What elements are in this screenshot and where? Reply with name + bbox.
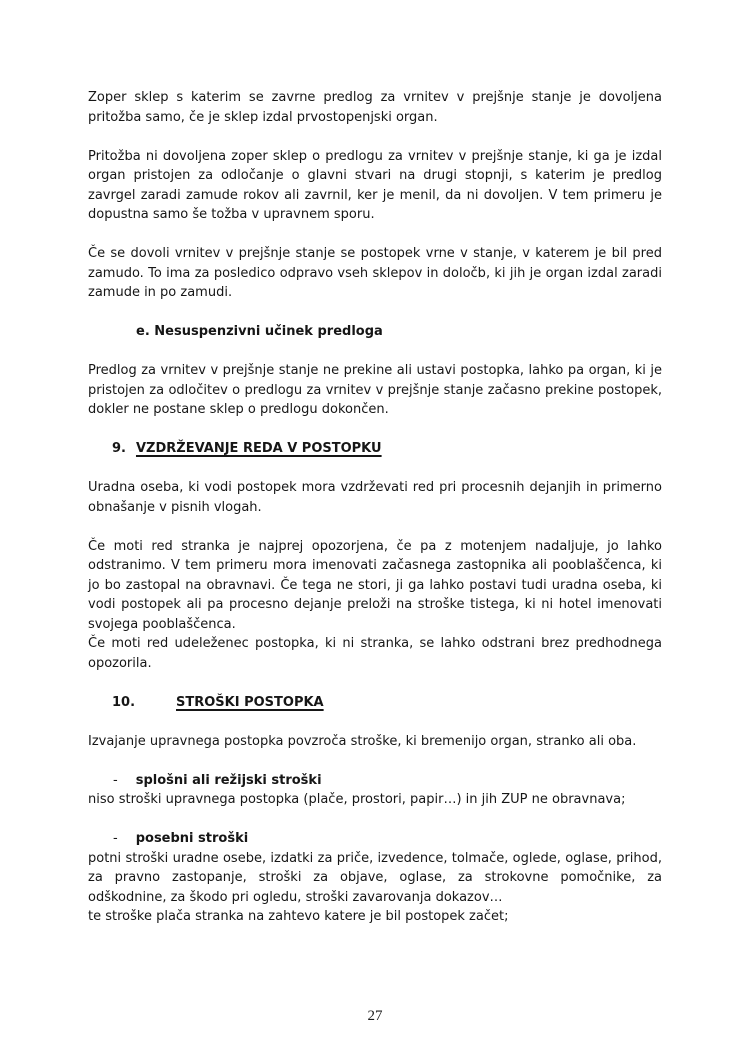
paragraph-general-costs-text: niso stroški upravnega postopka (plače, prostori, papir…) in jih ZUP ne obravnava; (88, 792, 626, 807)
bullet-general-costs (88, 771, 662, 791)
paragraph-nonsuspensive: Predlog za vrnitev v prejšnje stanje ne prekine ali ustavi postopka, lahko pa organ, ki je pristojen za odločitev o predlogu za vrnitev v prejšnje stanje začasno prekine postopek, dokler ne postane sklep o predlogu dokončen. (88, 363, 662, 417)
section-9-title: VZDRŽEVANJE REDA V POSTOPKU (135, 441, 382, 456)
paragraph-special-costs-text: potni stroški uradne osebe, izdatki za priče, izvedence, tolmače, oglede, oglase, prihod, za pravno zastopanje, stroški za objave, oglase, za strokovne pomočnike, za odškodnine, za škodo pri ogledu, stroški zavarovanja dokazov… (88, 850, 662, 905)
paragraph-costs-intro: Izvajanje upravnega postopka povzroča stroške, ki bremenijo organ, stranko ali oba. (88, 733, 637, 749)
paragraph-order-party: Če moti red stranka je najprej opozorjena, če pa z motenjem nadaljuje, jo lahko odstranimo. V tem primeru mora imenovati začasnega zastopnika ali pooblaščenca, ki jo bo zastopal na obravnavi. Če tega ne stori, ji ga lahko postavi tudi uradna oseba, ki vodi postopek ali pa procesno dejanje preloži na stroške tistega, ki ni hotel imenovati svojega pooblaščenca. (88, 538, 662, 632)
paragraph-special-costs-payer: te stroške plača stranka na zahtevo katere je bil postopek začet; (88, 909, 509, 924)
section-heading-10 (88, 693, 662, 713)
section-heading-9 (88, 439, 662, 459)
paragraph-restitution-effect: Če se dovoli vrnitev v prejšnje stanje se postopek vrne v stanje, v katerem je bil pred zamudo. To ima za posledico odpravo vseh sklepov in določb, ki jih je organ izdal zaradi zamude in po zamudi. (88, 246, 662, 300)
section-10-number: 10. (112, 694, 136, 710)
bullet-general-costs-label: splošni ali režijski stroški (135, 772, 322, 788)
bullet-dash: - (113, 831, 118, 846)
paragraph-appeal-allowed: Zoper sklep s katerim se zavrne predlog za vrnitev v prejšnje stanje je dovoljena pritožba samo, če je sklep izdal prvostopenjski organ. (88, 90, 662, 125)
bullet-special-costs (88, 829, 662, 849)
body-text (88, 88, 662, 927)
section-9-number: 9. (112, 441, 126, 456)
paragraph-order-participant: Če moti red udeleženec postopka, ki ni stranka, se lahko odstrani brez predhodnega opozorila. (88, 636, 662, 671)
section-heading-e: e. Nesuspenzivni učinek predloga (136, 324, 383, 339)
section-10-title: STROŠKI POSTOPKA (176, 694, 324, 710)
bullet-dash: - (113, 772, 118, 788)
page-number: 27 (367, 1008, 383, 1024)
paragraph-order-duty: Uradna oseba, ki vodi postopek mora vzdrževati red pri procesnih dejanjih in primerno obnašanje v pisnih vlogah. (88, 480, 662, 515)
paragraph-appeal-not-allowed: Pritožba ni dovoljena zoper sklep o predlogu za vrnitev v prejšnje stanje, ki ga je izdal organ pristojen za odločanje o glavni stvari na drugi stopnji, s katerim je predlog zavrgel zaradi zamude rokov ali zavrnil, ker je menil, da ni dovoljen. V tem primeru je dopustna samo še tožba v upravnem sporu. (88, 148, 662, 222)
bullet-special-costs-label: posebni stroški (135, 831, 249, 846)
